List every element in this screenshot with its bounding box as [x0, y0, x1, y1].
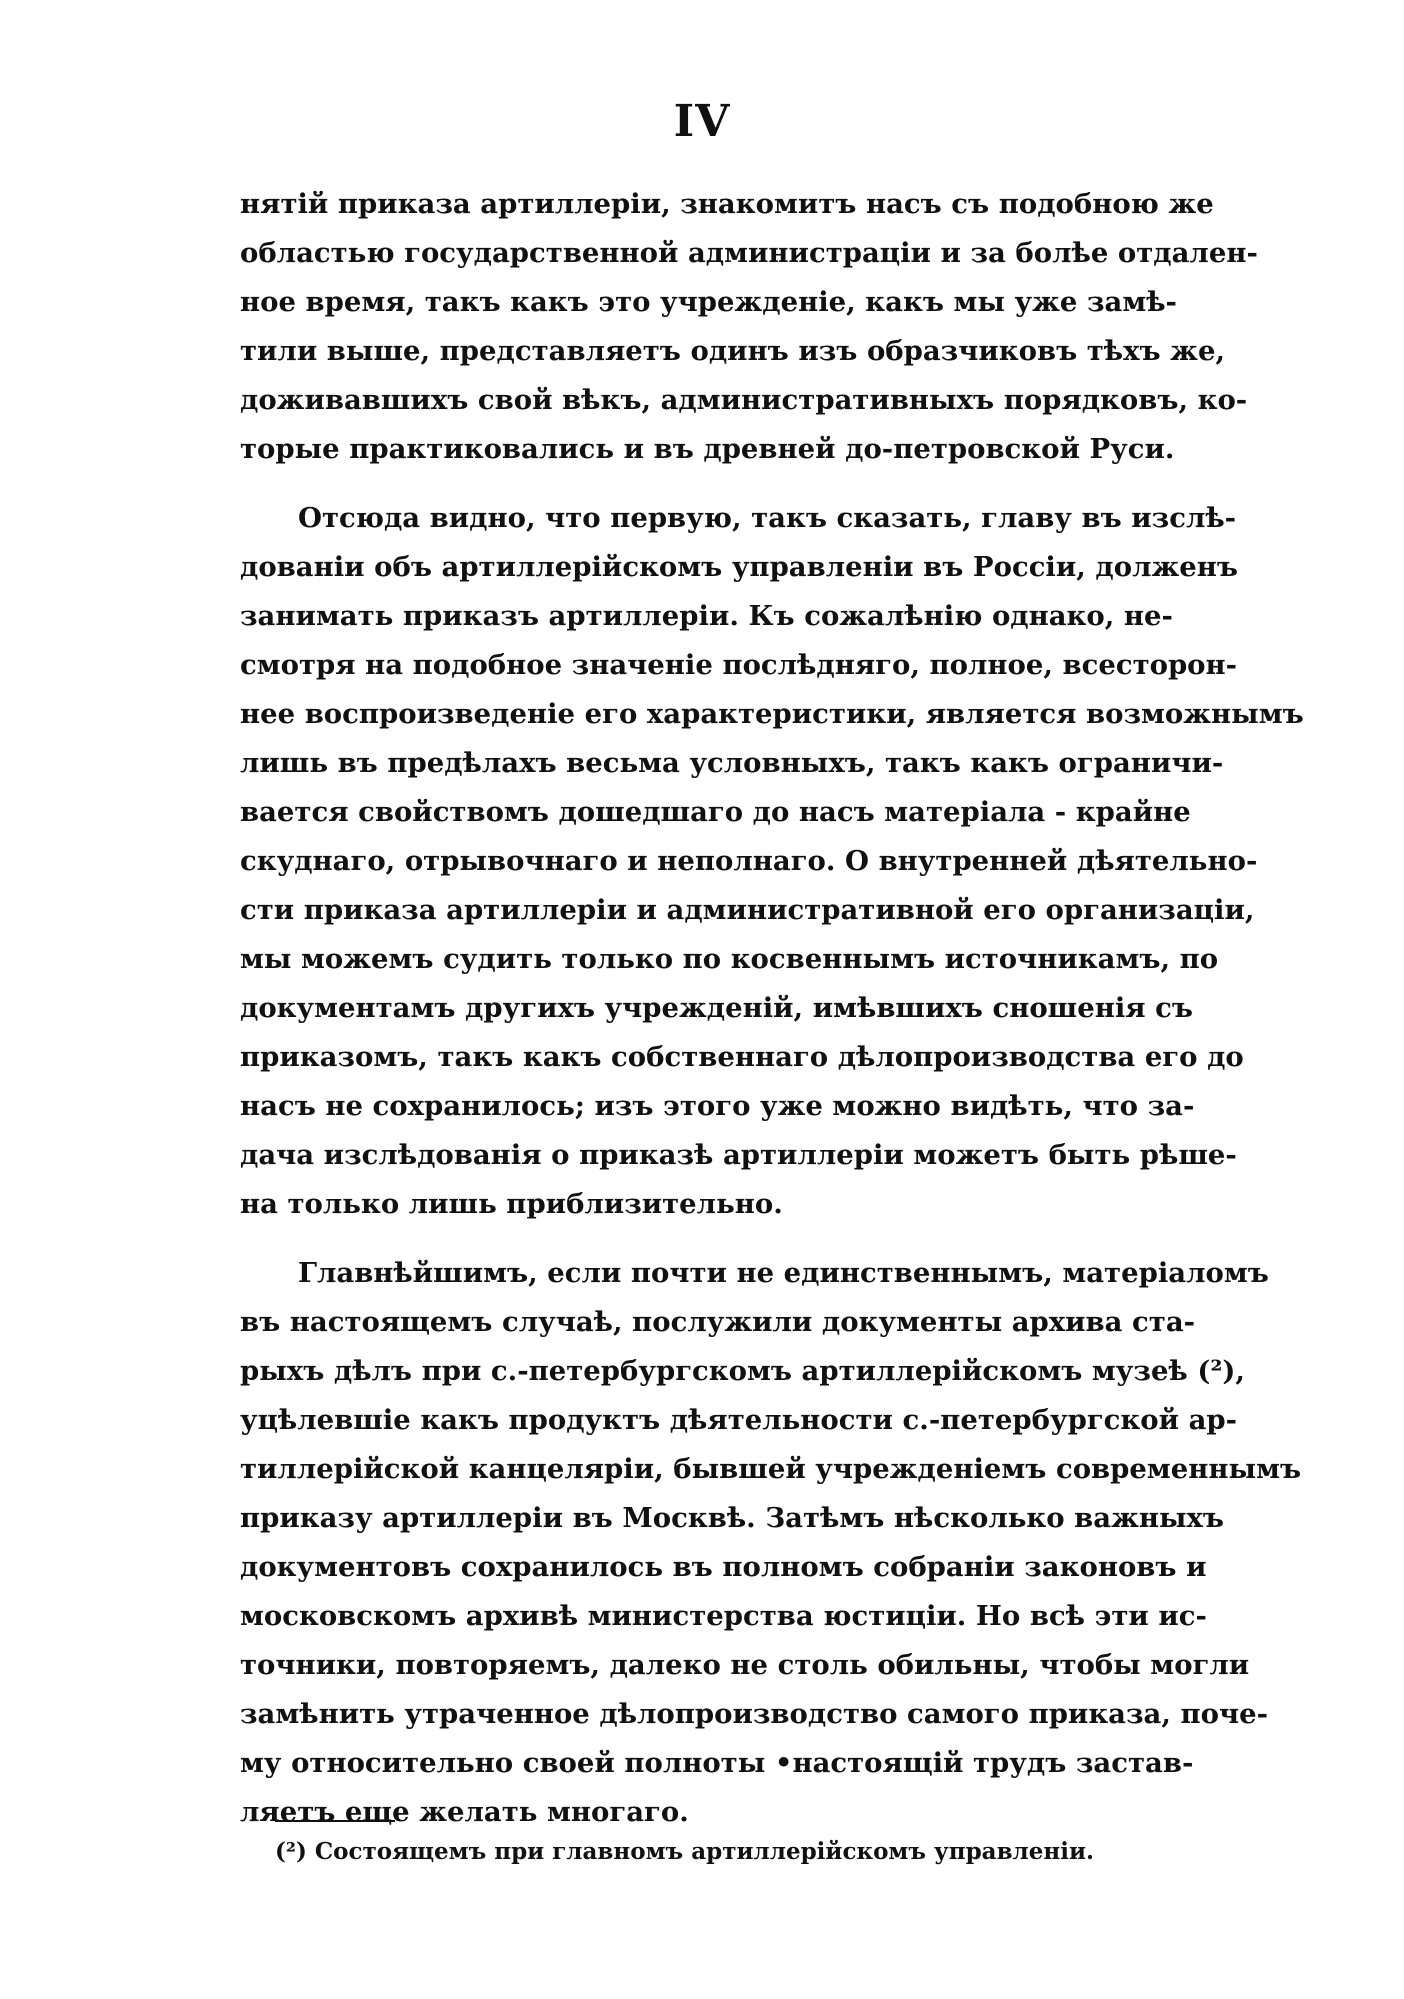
- text-line: рыхъ дѣлъ при с.-петербургскомъ артиллерійскомъ музеѣ (²),: [240, 1355, 1245, 1387]
- text-line: Отсюда видно, что первую, такъ сказать, главу въ изслѣ-: [298, 502, 1237, 534]
- text-line: доживавшихъ свой вѣкъ, административныхъ порядковъ, ко-: [240, 384, 1248, 416]
- text-line: насъ не сохранилось; изъ этого уже можно видѣть, что за-: [240, 1090, 1195, 1122]
- text-line: документовъ сохранилось въ полномъ собраніи законовъ и: [240, 1551, 1207, 1583]
- text-line: документамъ другихъ учрежденій, имѣвшихъ сношенія съ: [240, 992, 1194, 1024]
- footnote: (²) Состоящемъ при главномъ артиллерійскомъ управленіи.: [275, 1838, 1095, 1865]
- text-line: приказу артиллеріи въ Москвѣ. Затѣмъ нѣсколько важныхъ: [240, 1502, 1225, 1534]
- body-text: [240, 180, 1304, 1837]
- text-line: замѣнить утраченное дѣлопроизводство самого приказа, поче-: [240, 1698, 1269, 1730]
- paragraph: [240, 494, 1304, 1229]
- text-line: тили выше, представляетъ одинъ изъ образчиковъ тѣхъ же,: [240, 335, 1226, 367]
- text-line: му относительно своей полноты •настоящій трудъ застав-: [240, 1747, 1194, 1779]
- text-line: нее воспроизведеніе его характеристики, является возможнымъ: [240, 698, 1304, 730]
- page-number: IV: [673, 96, 731, 147]
- text-line: занимать приказъ артиллеріи. Къ сожалѣнію однако, не-: [240, 600, 1173, 632]
- paragraph-gap: [240, 474, 1160, 494]
- text-line: скуднаго, отрывочнаго и неполнаго. О внутренней дѣятельно-: [240, 845, 1258, 877]
- text-line: смотря на подобное значеніе послѣдняго, полное, всесторон-: [240, 649, 1238, 681]
- text-line: уцѣлевшіе какъ продуктъ дѣятельности с.-петербургской ар-: [240, 1404, 1238, 1436]
- text-line: торые практиковались и въ древней до-петровской Руси.: [240, 433, 1175, 465]
- paragraph-gap: [240, 1229, 1160, 1249]
- text-line: точники, повторяемъ, далеко не столь обильны, чтобы могли: [240, 1649, 1250, 1681]
- paragraph: [240, 1249, 1302, 1837]
- text-line: тиллерійской канцеляріи, бывшей учрежденіемъ современнымъ: [240, 1453, 1302, 1485]
- text-line: мы можемъ судить только по косвеннымъ источникамъ, по: [240, 943, 1219, 975]
- text-line: на только лишь приблизительно.: [240, 1188, 783, 1220]
- text-line: сти приказа артиллеріи и административной его организаціи,: [240, 894, 1255, 926]
- text-line: въ настоящемъ случаѣ, послужили документы архива ста-: [240, 1306, 1196, 1338]
- paragraph: [240, 180, 1258, 474]
- text-line: дованіи объ артиллерійскомъ управленіи въ Россіи, долженъ: [240, 551, 1238, 583]
- text-line: Главнѣйшимъ, если почти не единственнымъ, матеріаломъ: [298, 1257, 1269, 1289]
- text-line: вается свойствомъ дошедшаго до насъ матеріала - крайне: [240, 796, 1191, 828]
- text-line: дача изслѣдованія о приказѣ артиллеріи можетъ быть рѣше-: [240, 1139, 1237, 1171]
- text-line: областью государственной администраціи и за болѣе отдален-: [240, 237, 1258, 269]
- text-line: ное время, такъ какъ это учрежденіе, какъ мы уже замѣ-: [240, 286, 1177, 318]
- footnote-rule: [275, 1820, 395, 1822]
- text-line: приказомъ, такъ какъ собственнаго дѣлопроизводства его до: [240, 1041, 1244, 1073]
- text-line: московскомъ архивѣ министерства юстиціи. Но всѣ эти ис-: [240, 1600, 1207, 1632]
- text-line: лишь въ предѣлахъ весьма условныхъ, такъ какъ ограничи-: [240, 747, 1224, 779]
- text-line: ляетъ еще желать многаго.: [240, 1796, 689, 1828]
- text-line: нятій приказа артиллеріи, знакомитъ насъ съ подобною же: [240, 188, 1214, 220]
